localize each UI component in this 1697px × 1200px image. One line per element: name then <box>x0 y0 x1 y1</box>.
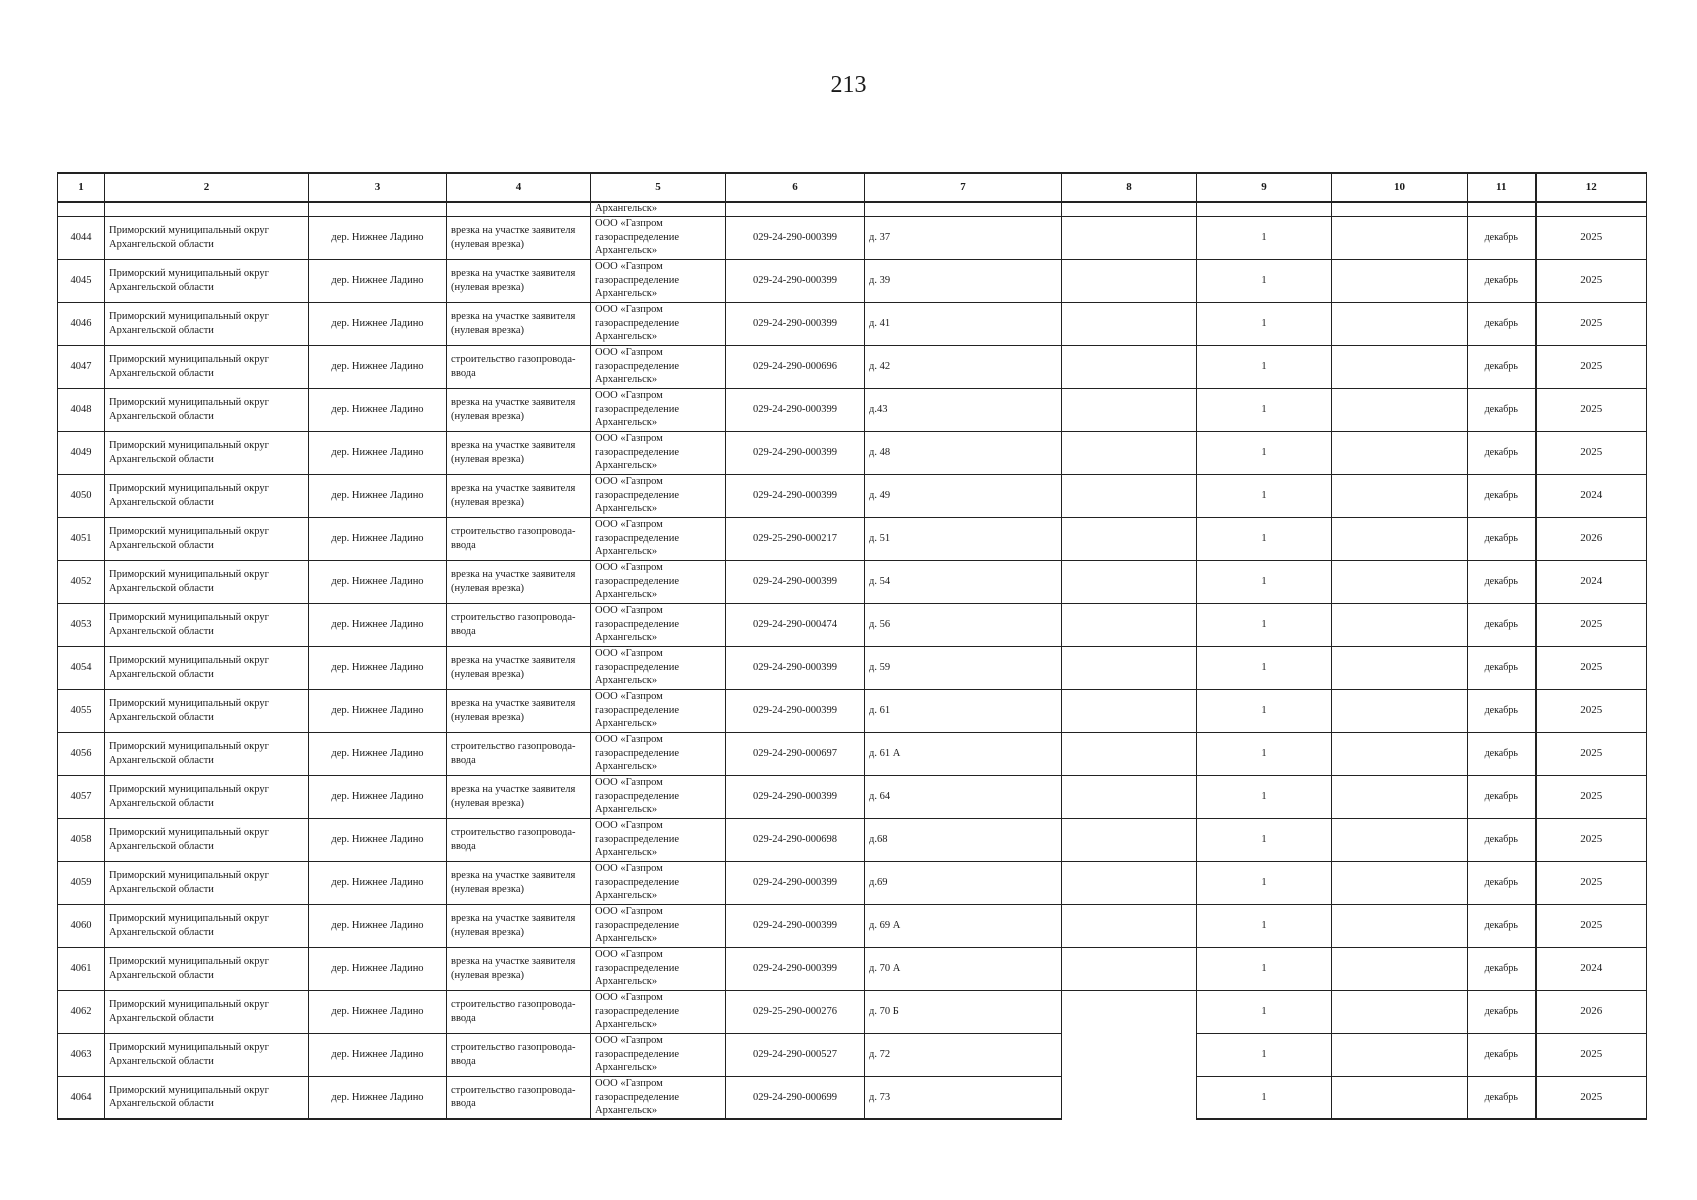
district-cell: Приморский муниципальный округ Архангельской области <box>105 689 309 732</box>
registry-number-cell: 029-25-290-000217 <box>726 517 865 560</box>
month-cell: декабрь <box>1468 818 1536 861</box>
column-8-cell <box>1062 259 1197 302</box>
work-type-cell: строительство газопровода-ввода <box>447 732 591 775</box>
row-number: 4046 <box>58 302 105 345</box>
month-cell: декабрь <box>1468 345 1536 388</box>
count-cell: 1 <box>1197 603 1332 646</box>
row-number: 4045 <box>58 259 105 302</box>
work-type-cell: врезка на участке заявителя (нулевая врезка) <box>447 560 591 603</box>
work-type-cell: врезка на участке заявителя (нулевая врезка) <box>447 861 591 904</box>
organization-cell: ООО «Газпром газораспределение Архангельск» <box>591 517 726 560</box>
count-cell: 1 <box>1197 1076 1332 1119</box>
table-row <box>58 1076 1647 1119</box>
registry-number-cell: 029-24-290-000399 <box>726 388 865 431</box>
district-cell: Приморский муниципальный округ Архангельской области <box>105 861 309 904</box>
registry-number-cell: 029-25-290-000276 <box>726 990 865 1033</box>
table-row <box>58 474 1647 517</box>
count-cell: 1 <box>1197 345 1332 388</box>
count-cell: 1 <box>1197 818 1332 861</box>
registry-number-cell: 029-24-290-000399 <box>726 775 865 818</box>
column-10-cell <box>1332 732 1468 775</box>
row-number: 4063 <box>58 1033 105 1076</box>
locality-cell: дер. Нижнее Ладино <box>309 947 447 990</box>
address-cell: д. 41 <box>865 302 1062 345</box>
work-type-cell: строительство газопровода-ввода <box>447 990 591 1033</box>
column-header: 11 <box>1468 173 1536 202</box>
month-cell: декабрь <box>1468 603 1536 646</box>
organization-cell: ООО «Газпром газораспределение Архангельск» <box>591 818 726 861</box>
year-cell: 2025 <box>1536 646 1647 689</box>
address-cell: д. 64 <box>865 775 1062 818</box>
organization-cell: ООО «Газпром газораспределение Архангельск» <box>591 775 726 818</box>
column-8-cell <box>1062 990 1197 1033</box>
locality-cell: дер. Нижнее Ладино <box>309 775 447 818</box>
registry-number-cell: 029-24-290-000399 <box>726 904 865 947</box>
organization-cell: ООО «Газпром газораспределение Архангельск» <box>591 259 726 302</box>
organization-cell: ООО «Газпром газораспределение Архангельск» <box>591 732 726 775</box>
column-10-cell <box>1332 474 1468 517</box>
year-cell: 2024 <box>1536 947 1647 990</box>
count-cell: 1 <box>1197 990 1332 1033</box>
table-row <box>58 517 1647 560</box>
registry-number-cell: 029-24-290-000399 <box>726 947 865 990</box>
registry-number-cell: 029-24-290-000399 <box>726 474 865 517</box>
registry-number-cell: 029-24-290-000399 <box>726 646 865 689</box>
column-8-cell <box>1062 431 1197 474</box>
locality-cell: дер. Нижнее Ладино <box>309 689 447 732</box>
column-header: 3 <box>309 173 447 202</box>
registry-number-cell: 029-24-290-000698 <box>726 818 865 861</box>
address-cell: д. 37 <box>865 216 1062 259</box>
table-row <box>58 646 1647 689</box>
column-10-cell <box>1332 818 1468 861</box>
month-cell: декабрь <box>1468 517 1536 560</box>
address-cell: д. 51 <box>865 517 1062 560</box>
district-cell: Приморский муниципальный округ Архангельской области <box>105 646 309 689</box>
table-row <box>58 861 1647 904</box>
district-cell: Приморский муниципальный округ Архангельской области <box>105 904 309 947</box>
organization-cell: ООО «Газпром газораспределение Архангельск» <box>591 646 726 689</box>
column-10-cell <box>1332 302 1468 345</box>
row-number: 4049 <box>58 431 105 474</box>
address-cell: д. 73 <box>865 1076 1062 1119</box>
column-header: 8 <box>1062 173 1197 202</box>
locality-cell: дер. Нижнее Ладино <box>309 1076 447 1119</box>
locality-cell: дер. Нижнее Ладино <box>309 388 447 431</box>
locality-cell: дер. Нижнее Ладино <box>309 517 447 560</box>
registry-number-cell: 029-24-290-000399 <box>726 560 865 603</box>
month-cell: декабрь <box>1468 1076 1536 1119</box>
locality-cell: дер. Нижнее Ладино <box>309 216 447 259</box>
table-row <box>58 775 1647 818</box>
address-cell: д. 61 <box>865 689 1062 732</box>
column-10-cell <box>1332 646 1468 689</box>
year-cell: 2024 <box>1536 474 1647 517</box>
locality-cell: дер. Нижнее Ладино <box>309 861 447 904</box>
year-cell: 2026 <box>1536 517 1647 560</box>
organization-cell: ООО «Газпром газораспределение Архангельск» <box>591 216 726 259</box>
row-number: 4055 <box>58 689 105 732</box>
work-type-cell: строительство газопровода-ввода <box>447 517 591 560</box>
row-number: 4052 <box>58 560 105 603</box>
month-cell: декабрь <box>1468 302 1536 345</box>
column-8-cell <box>1062 302 1197 345</box>
organization-cell: ООО «Газпром газораспределение Архангельск» <box>591 1076 726 1119</box>
column-8-cell <box>1062 646 1197 689</box>
year-cell: 2025 <box>1536 302 1647 345</box>
count-cell: 1 <box>1197 259 1332 302</box>
address-cell: д. 56 <box>865 603 1062 646</box>
row-number: 4059 <box>58 861 105 904</box>
address-cell: д.43 <box>865 388 1062 431</box>
month-cell: декабрь <box>1468 689 1536 732</box>
year-cell: 2025 <box>1536 1033 1647 1076</box>
year-cell: 2024 <box>1536 560 1647 603</box>
column-header: 6 <box>726 173 865 202</box>
district-cell: Приморский муниципальный округ Архангельской области <box>105 732 309 775</box>
work-type-cell: строительство газопровода-ввода <box>447 1033 591 1076</box>
district-cell: Приморский муниципальный округ Архангельской области <box>105 474 309 517</box>
row-number: 4058 <box>58 818 105 861</box>
column-8-cell <box>1062 689 1197 732</box>
locality-cell: дер. Нижнее Ладино <box>309 1033 447 1076</box>
district-cell: Приморский муниципальный округ Архангельской области <box>105 775 309 818</box>
row-number: 4044 <box>58 216 105 259</box>
work-type-cell: врезка на участке заявителя (нулевая врезка) <box>447 775 591 818</box>
organization-cell: ООО «Газпром газораспределение Архангельск» <box>591 689 726 732</box>
column-8-cell <box>1062 517 1197 560</box>
table-row <box>58 560 1647 603</box>
month-cell: декабрь <box>1468 904 1536 947</box>
registry-number-cell: 029-24-290-000527 <box>726 1033 865 1076</box>
column-10-cell <box>1332 1033 1468 1076</box>
registry-number-cell: 029-24-290-000399 <box>726 302 865 345</box>
row-number: 4047 <box>58 345 105 388</box>
district-cell: Приморский муниципальный округ Архангельской области <box>105 302 309 345</box>
district-cell: Приморский муниципальный округ Архангельской области <box>105 947 309 990</box>
organization-cell: ООО «Газпром газораспределение Архангельск» <box>591 345 726 388</box>
locality-cell: дер. Нижнее Ладино <box>309 302 447 345</box>
row-number: 4062 <box>58 990 105 1033</box>
month-cell: декабрь <box>1468 431 1536 474</box>
address-cell: д. 69 А <box>865 904 1062 947</box>
count-cell: 1 <box>1197 775 1332 818</box>
table-row <box>58 388 1647 431</box>
organization-cell: ООО «Газпром газораспределение Архангельск» <box>591 904 726 947</box>
district-cell: Приморский муниципальный округ Архангельской области <box>105 560 309 603</box>
column-header: 5 <box>591 173 726 202</box>
table-row <box>58 732 1647 775</box>
table-row <box>58 1033 1647 1076</box>
header-row <box>58 173 1647 202</box>
column-8-cell <box>1062 775 1197 818</box>
count-cell: 1 <box>1197 732 1332 775</box>
count-cell: 1 <box>1197 1033 1332 1076</box>
column-8-cell <box>1062 345 1197 388</box>
row-number: 4061 <box>58 947 105 990</box>
column-header: 1 <box>58 173 105 202</box>
work-type-cell: строительство газопровода-ввода <box>447 603 591 646</box>
address-cell: д. 39 <box>865 259 1062 302</box>
column-10-cell <box>1332 388 1468 431</box>
column-8-cell <box>1062 560 1197 603</box>
column-8-cell <box>1062 388 1197 431</box>
count-cell: 1 <box>1197 689 1332 732</box>
registry-number-cell: 029-24-290-000697 <box>726 732 865 775</box>
gasification-register-table <box>57 172 1647 1120</box>
year-cell: 2025 <box>1536 732 1647 775</box>
address-cell: д. 48 <box>865 431 1062 474</box>
column-8-cell <box>1062 904 1197 947</box>
column-header: 9 <box>1197 173 1332 202</box>
address-cell: д. 49 <box>865 474 1062 517</box>
year-cell: 2025 <box>1536 861 1647 904</box>
locality-cell: дер. Нижнее Ладино <box>309 560 447 603</box>
work-type-cell: врезка на участке заявителя (нулевая врезка) <box>447 474 591 517</box>
count-cell: 1 <box>1197 517 1332 560</box>
work-type-cell: врезка на участке заявителя (нулевая врезка) <box>447 646 591 689</box>
continuation-row <box>58 202 1647 216</box>
address-cell: д. 42 <box>865 345 1062 388</box>
count-cell: 1 <box>1197 302 1332 345</box>
row-number: 4060 <box>58 904 105 947</box>
address-cell: д. 61 А <box>865 732 1062 775</box>
column-header: 7 <box>865 173 1062 202</box>
work-type-cell: врезка на участке заявителя (нулевая врезка) <box>447 216 591 259</box>
column-8-cell <box>1062 1033 1197 1076</box>
table-row <box>58 216 1647 259</box>
registry-number-cell: 029-24-290-000696 <box>726 345 865 388</box>
locality-cell: дер. Нижнее Ладино <box>309 990 447 1033</box>
count-cell: 1 <box>1197 216 1332 259</box>
district-cell: Приморский муниципальный округ Архангельской области <box>105 431 309 474</box>
registry-number-cell: 029-24-290-000399 <box>726 259 865 302</box>
locality-cell: дер. Нижнее Ладино <box>309 904 447 947</box>
column-10-cell <box>1332 775 1468 818</box>
column-10-cell <box>1332 689 1468 732</box>
work-type-cell: врезка на участке заявителя (нулевая врезка) <box>447 689 591 732</box>
locality-cell: дер. Нижнее Ладино <box>309 818 447 861</box>
organization-cell: ООО «Газпром газораспределение Архангельск» <box>591 861 726 904</box>
address-cell: д. 70 А <box>865 947 1062 990</box>
row-number: 4056 <box>58 732 105 775</box>
locality-cell: дер. Нижнее Ладино <box>309 646 447 689</box>
column-8-cell <box>1062 216 1197 259</box>
table-row <box>58 990 1647 1033</box>
column-8-cell <box>1062 947 1197 990</box>
column-header: 2 <box>105 173 309 202</box>
month-cell: декабрь <box>1468 474 1536 517</box>
registry-number-cell: 029-24-290-000699 <box>726 1076 865 1119</box>
locality-cell: дер. Нижнее Ладино <box>309 345 447 388</box>
district-cell: Приморский муниципальный округ Архангельской области <box>105 1076 309 1119</box>
locality-cell: дер. Нижнее Ладино <box>309 431 447 474</box>
registry-number-cell: 029-24-290-000399 <box>726 861 865 904</box>
table-row <box>58 345 1647 388</box>
month-cell: декабрь <box>1468 560 1536 603</box>
year-cell: 2025 <box>1536 259 1647 302</box>
column-8-cell <box>1062 861 1197 904</box>
registry-number-cell: 029-24-290-000474 <box>726 603 865 646</box>
year-cell: 2026 <box>1536 990 1647 1033</box>
registry-number-cell: 029-24-290-000399 <box>726 431 865 474</box>
row-number: 4048 <box>58 388 105 431</box>
table-row <box>58 689 1647 732</box>
column-10-cell <box>1332 517 1468 560</box>
table-row <box>58 302 1647 345</box>
year-cell: 2025 <box>1536 603 1647 646</box>
district-cell: Приморский муниципальный округ Архангельской области <box>105 1033 309 1076</box>
column-10-cell <box>1332 1076 1468 1119</box>
organization-cell: ООО «Газпром газораспределение Архангельск» <box>591 388 726 431</box>
year-cell: 2025 <box>1536 689 1647 732</box>
organization-cell: ООО «Газпром газораспределение Архангельск» <box>591 560 726 603</box>
column-8-cell <box>1062 474 1197 517</box>
column-10-cell <box>1332 603 1468 646</box>
month-cell: декабрь <box>1468 388 1536 431</box>
row-number: 4053 <box>58 603 105 646</box>
district-cell: Приморский муниципальный округ Архангельской области <box>105 388 309 431</box>
count-cell: 1 <box>1197 861 1332 904</box>
table-row <box>58 431 1647 474</box>
column-10-cell <box>1332 216 1468 259</box>
address-cell: д.68 <box>865 818 1062 861</box>
organization-cell: ООО «Газпром газораспределение Архангельск» <box>591 603 726 646</box>
work-type-cell: строительство газопровода-ввода <box>447 345 591 388</box>
organization-cell: ООО «Газпром газораспределение Архангельск» <box>591 947 726 990</box>
page-number: 213 <box>830 72 867 98</box>
count-cell: 1 <box>1197 646 1332 689</box>
table-row <box>58 818 1647 861</box>
month-cell: декабрь <box>1468 1033 1536 1076</box>
organization-cell: ООО «Газпром газораспределение Архангельск» <box>591 1033 726 1076</box>
month-cell: декабрь <box>1468 732 1536 775</box>
month-cell: декабрь <box>1468 646 1536 689</box>
work-type-cell: строительство газопровода-ввода <box>447 1076 591 1119</box>
work-type-cell: строительство газопровода-ввода <box>447 818 591 861</box>
table-row <box>58 904 1647 947</box>
address-cell: д. 54 <box>865 560 1062 603</box>
year-cell: 2025 <box>1536 1076 1647 1119</box>
row-number: 4051 <box>58 517 105 560</box>
column-10-cell <box>1332 904 1468 947</box>
row-number: 4054 <box>58 646 105 689</box>
row-number: 4064 <box>58 1076 105 1119</box>
table-row <box>58 603 1647 646</box>
district-cell: Приморский муниципальный округ Архангельской области <box>105 517 309 560</box>
address-cell: д. 59 <box>865 646 1062 689</box>
row-number: 4050 <box>58 474 105 517</box>
year-cell: 2025 <box>1536 431 1647 474</box>
month-cell: декабрь <box>1468 861 1536 904</box>
work-type-cell: врезка на участке заявителя (нулевая врезка) <box>447 904 591 947</box>
year-cell: 2025 <box>1536 216 1647 259</box>
row-number: 4057 <box>58 775 105 818</box>
district-cell: Приморский муниципальный округ Архангельской области <box>105 818 309 861</box>
registry-number-cell: 029-24-290-000399 <box>726 216 865 259</box>
column-header: 10 <box>1332 173 1468 202</box>
organization-cell: ООО «Газпром газораспределение Архангельск» <box>591 990 726 1033</box>
work-type-cell: врезка на участке заявителя (нулевая врезка) <box>447 259 591 302</box>
address-cell: д.69 <box>865 861 1062 904</box>
work-type-cell: врезка на участке заявителя (нулевая врезка) <box>447 388 591 431</box>
count-cell: 1 <box>1197 904 1332 947</box>
column-header: 12 <box>1536 173 1647 202</box>
registry-number-cell: 029-24-290-000399 <box>726 689 865 732</box>
organization-cell: ООО «Газпром газораспределение Архангельск» <box>591 474 726 517</box>
month-cell: декабрь <box>1468 259 1536 302</box>
month-cell: декабрь <box>1468 947 1536 990</box>
count-cell: 1 <box>1197 947 1332 990</box>
year-cell: 2025 <box>1536 775 1647 818</box>
column-8-cell <box>1062 603 1197 646</box>
column-10-cell <box>1332 431 1468 474</box>
work-type-cell: врезка на участке заявителя (нулевая врезка) <box>447 302 591 345</box>
year-cell: 2025 <box>1536 388 1647 431</box>
month-cell: декабрь <box>1468 216 1536 259</box>
column-header: 4 <box>447 173 591 202</box>
work-type-cell: врезка на участке заявителя (нулевая врезка) <box>447 947 591 990</box>
district-cell: Приморский муниципальный округ Архангельской области <box>105 216 309 259</box>
locality-cell: дер. Нижнее Ладино <box>309 732 447 775</box>
month-cell: декабрь <box>1468 990 1536 1033</box>
column-8-cell <box>1062 1076 1197 1119</box>
table-row <box>58 259 1647 302</box>
district-cell: Приморский муниципальный округ Архангельской области <box>105 259 309 302</box>
month-cell: декабрь <box>1468 775 1536 818</box>
table-row <box>58 947 1647 990</box>
address-cell: д. 70 Б <box>865 990 1062 1033</box>
district-cell: Приморский муниципальный округ Архангельской области <box>105 990 309 1033</box>
year-cell: 2025 <box>1536 818 1647 861</box>
locality-cell: дер. Нижнее Ладино <box>309 474 447 517</box>
year-cell: 2025 <box>1536 345 1647 388</box>
count-cell: 1 <box>1197 474 1332 517</box>
organization-cell: ООО «Газпром газораспределение Архангельск» <box>591 431 726 474</box>
continuation-text: Архангельск» <box>591 202 726 216</box>
count-cell: 1 <box>1197 388 1332 431</box>
column-10-cell <box>1332 990 1468 1033</box>
address-cell: д. 72 <box>865 1033 1062 1076</box>
count-cell: 1 <box>1197 560 1332 603</box>
column-10-cell <box>1332 560 1468 603</box>
column-10-cell <box>1332 947 1468 990</box>
organization-cell: ООО «Газпром газораспределение Архангельск» <box>591 302 726 345</box>
district-cell: Приморский муниципальный округ Архангельской области <box>105 603 309 646</box>
locality-cell: дер. Нижнее Ладино <box>309 259 447 302</box>
work-type-cell: врезка на участке заявителя (нулевая врезка) <box>447 431 591 474</box>
column-8-cell <box>1062 818 1197 861</box>
column-10-cell <box>1332 259 1468 302</box>
column-10-cell <box>1332 861 1468 904</box>
count-cell: 1 <box>1197 431 1332 474</box>
district-cell: Приморский муниципальный округ Архангельской области <box>105 345 309 388</box>
year-cell: 2025 <box>1536 904 1647 947</box>
locality-cell: дер. Нижнее Ладино <box>309 603 447 646</box>
column-10-cell <box>1332 345 1468 388</box>
column-8-cell <box>1062 732 1197 775</box>
